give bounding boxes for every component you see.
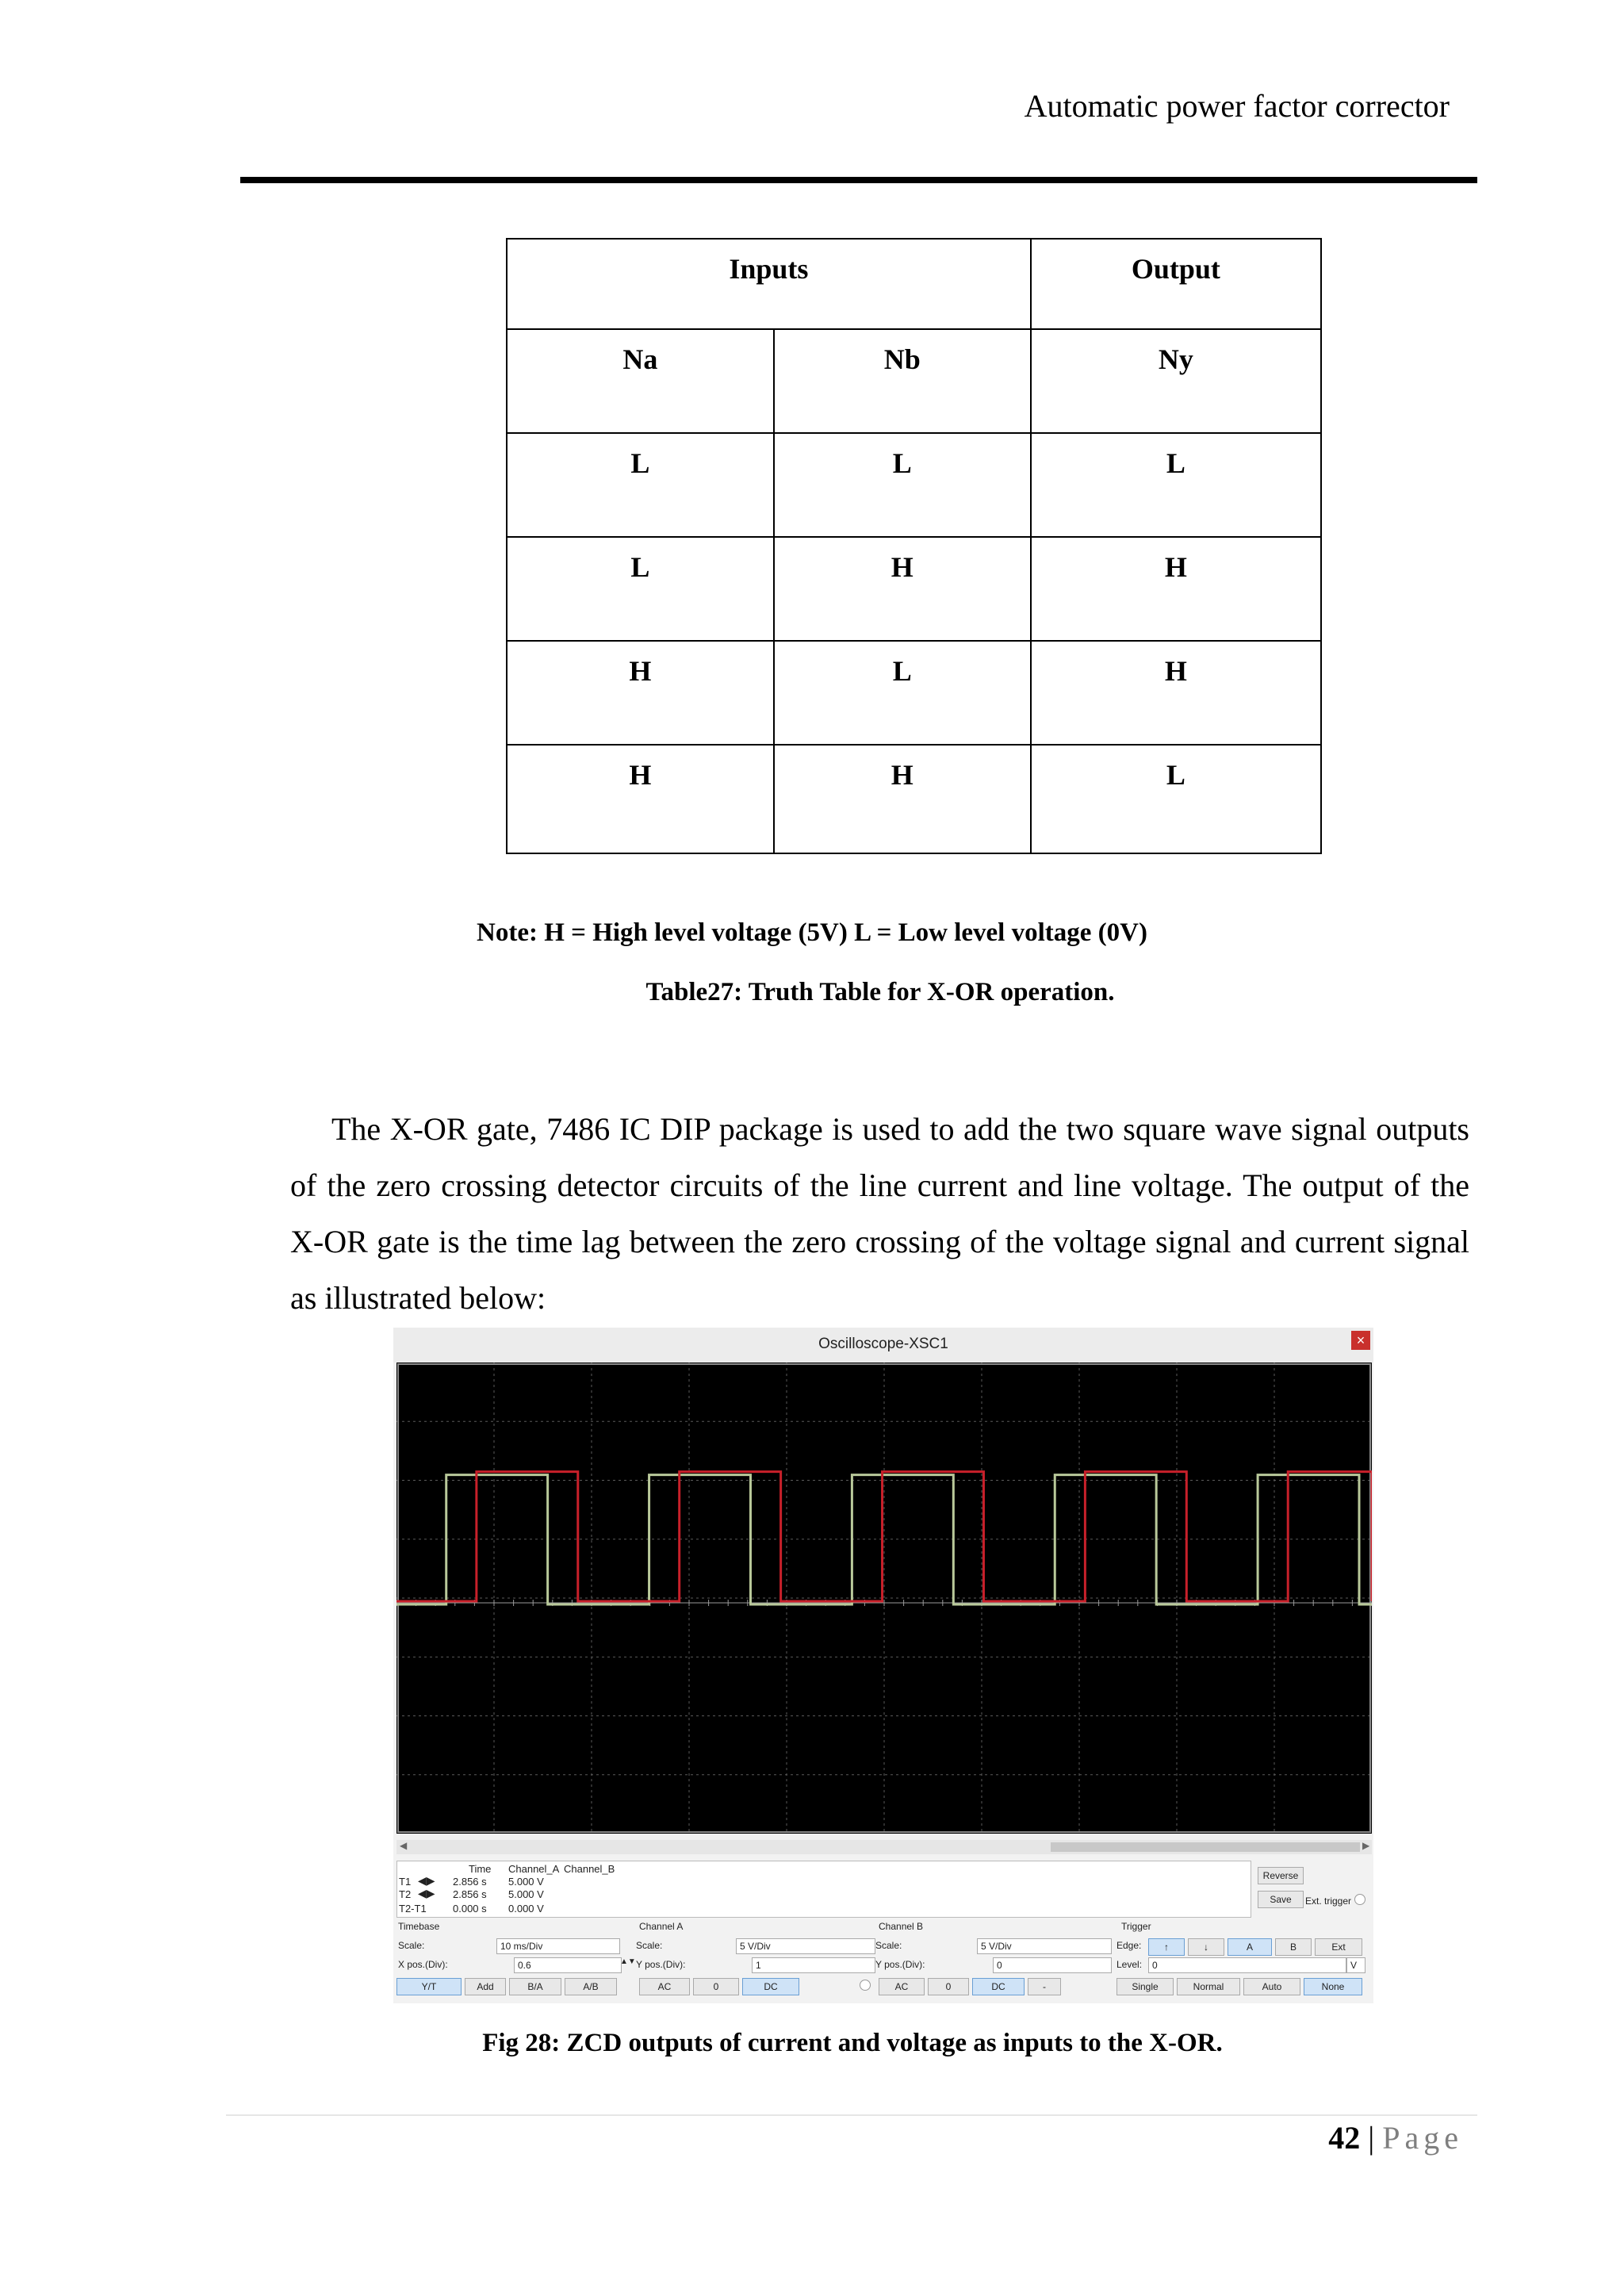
channel-a-dc-button[interactable]: DC <box>742 1978 799 1995</box>
trigger-source-ext-button[interactable]: Ext <box>1315 1938 1362 1956</box>
channel-b-ypos-field[interactable]: 0 <box>993 1957 1112 1973</box>
inputs-header: Inputs <box>507 239 1031 329</box>
cursor-label-t2: T2 <box>399 1888 412 1900</box>
channel-a-ypos-label: Y pos.(Div): <box>636 1959 686 1970</box>
table-row <box>507 641 1321 745</box>
spinner-icon[interactable]: ▲▼ <box>620 1957 636 1966</box>
trigger-source-b-button[interactable]: B <box>1275 1938 1312 1956</box>
oscilloscope-title: Oscilloscope-XSC1 <box>818 1336 948 1352</box>
trigger-none-button[interactable]: None <box>1304 1978 1362 1995</box>
trigger-edge-label: Edge: <box>1116 1940 1142 1951</box>
cursor-label-t1: T1 <box>399 1876 412 1888</box>
table-caption: Table27: Truth Table for X-OR operation. <box>645 978 1115 1006</box>
channel-a-label: Channel A <box>639 1921 684 1932</box>
cursor-t1-channel-a: 5.000 V <box>508 1876 544 1888</box>
table-cell: L <box>774 433 1031 537</box>
mode-add-button[interactable]: Add <box>465 1978 506 1995</box>
table-note: Note: H = High level voltage (5V) L = Low level voltage (0V) <box>477 918 1147 947</box>
table-cell: L <box>507 537 774 641</box>
oscilloscope-screen <box>396 1363 1372 1834</box>
readout-header-channel-b: Channel_B <box>564 1863 615 1875</box>
output-header: Output <box>1031 239 1321 329</box>
cursor-readout <box>396 1861 1251 1918</box>
trigger-normal-button[interactable]: Normal <box>1177 1978 1240 1995</box>
cursor-arrows-icon[interactable]: ◀▶ <box>418 1874 435 1887</box>
scroll-right-icon[interactable]: ▶ <box>1362 1840 1370 1851</box>
trigger-level-unit[interactable]: V <box>1346 1957 1365 1973</box>
timebase-scale-label: Scale: <box>398 1940 425 1951</box>
table-cell: H <box>774 745 1031 853</box>
channel-b-ac-button[interactable]: AC <box>879 1978 925 1995</box>
readout-header-time: Time <box>469 1863 492 1875</box>
paragraph-text: The X-OR gate, 7486 IC DIP package is used to add the two square wave signal outputs of the zero crossing detector circuits of the line current and line voltage. The output of the X-OR gate is the time lag between the zero crossing of the voltage signal and current signal as illustrated below: <box>290 1111 1469 1316</box>
table-cell: H <box>507 641 774 745</box>
cursor-delta-channel-a: 0.000 V <box>508 1903 544 1915</box>
table-cell: L <box>1031 745 1321 853</box>
cursor-label-t2-t1: T2-T1 <box>399 1903 427 1915</box>
figure-caption: Fig 28: ZCD outputs of current and voltage as inputs to the X-OR. <box>482 2029 1223 2057</box>
reverse-button[interactable]: Reverse <box>1258 1867 1304 1884</box>
table-cell: H <box>507 745 774 853</box>
table-cell: H <box>1031 641 1321 745</box>
cursor-t2-time: 2.856 s <box>453 1888 487 1900</box>
table-row <box>507 537 1321 641</box>
col-header-ny: Ny <box>1031 329 1321 433</box>
table-cell: H <box>774 537 1031 641</box>
footer-rule <box>226 2114 1477 2116</box>
cursor-arrows-icon[interactable]: ◀▶ <box>418 1887 435 1899</box>
scroll-thumb[interactable] <box>1051 1842 1360 1852</box>
cursor-t2-channel-a: 5.000 V <box>508 1888 544 1900</box>
page-separator: | <box>1360 2120 1383 2156</box>
col-header-na: Na <box>507 329 774 433</box>
channel-a-zero-button[interactable]: 0 <box>693 1978 739 1995</box>
table-row <box>507 745 1321 853</box>
table-row <box>507 433 1321 537</box>
channel-a-ac-button[interactable]: AC <box>639 1978 690 1995</box>
trigger-auto-button[interactable]: Auto <box>1243 1978 1300 1995</box>
trigger-label: Trigger <box>1121 1921 1151 1932</box>
channel-b-scale-field[interactable]: 5 V/Div <box>977 1938 1112 1954</box>
header-rule <box>240 177 1477 183</box>
running-header: Automatic power factor corrector <box>1024 88 1450 124</box>
trigger-single-button[interactable]: Single <box>1116 1978 1174 1995</box>
cursor-t1-time: 2.856 s <box>453 1876 487 1888</box>
channel-b-dc-button[interactable]: DC <box>972 1978 1025 1995</box>
channel-b-minus-button[interactable]: - <box>1028 1978 1061 1995</box>
channel-a-ypos-field[interactable]: 1 <box>752 1957 875 1973</box>
timebase-scale-field[interactable]: 10 ms/Div <box>496 1938 620 1954</box>
truth-table <box>506 238 1322 854</box>
table-cell: L <box>1031 433 1321 537</box>
body-paragraph <box>290 1101 1469 1326</box>
table-cell: L <box>507 433 774 537</box>
rising-edge-icon[interactable]: ↑ <box>1148 1938 1185 1956</box>
table-cell: H <box>1031 537 1321 641</box>
page-footer <box>1189 2119 1463 2156</box>
channel-b-terminal[interactable] <box>860 1980 871 1991</box>
trigger-source-a-button[interactable]: A <box>1228 1938 1272 1956</box>
page-word: Page <box>1382 2120 1463 2156</box>
timebase-label: Timebase <box>398 1921 440 1932</box>
timebase-xpos-label: X pos.(Div): <box>398 1959 448 1970</box>
col-header-nb: Nb <box>774 329 1031 433</box>
timebase-xpos-field[interactable]: 0.6 <box>514 1957 622 1973</box>
oscilloscope-titlebar <box>393 1328 1373 1363</box>
ext-trigger-terminal[interactable] <box>1354 1894 1365 1905</box>
channel-b-zero-button[interactable]: 0 <box>928 1978 969 1995</box>
channel-b-ypos-label: Y pos.(Div): <box>875 1959 925 1970</box>
horizontal-scrollbar[interactable] <box>396 1840 1372 1854</box>
mode-yt-button[interactable]: Y/T <box>396 1978 462 1995</box>
channel-b-scale-label: Scale: <box>875 1940 902 1951</box>
mode-ab-button[interactable]: A/B <box>565 1978 617 1995</box>
trigger-level-field[interactable]: 0 <box>1148 1957 1346 1973</box>
mode-ba-button[interactable]: B/A <box>509 1978 561 1995</box>
table-cell: L <box>774 641 1031 745</box>
channel-a-scale-label: Scale: <box>636 1940 663 1951</box>
ext-trigger-label: Ext. trigger <box>1305 1895 1352 1907</box>
oscilloscope-window <box>393 1328 1373 2003</box>
close-icon[interactable]: × <box>1351 1331 1370 1350</box>
save-button[interactable]: Save <box>1258 1891 1304 1908</box>
channel-b-label: Channel B <box>879 1921 924 1932</box>
falling-edge-icon[interactable]: ↓ <box>1188 1938 1224 1956</box>
readout-header-channel-a: Channel_A <box>508 1863 560 1875</box>
trigger-level-label: Level: <box>1116 1959 1143 1970</box>
cursor-delta-time: 0.000 s <box>453 1903 487 1915</box>
page-number: 42 <box>1328 2120 1361 2156</box>
channel-a-scale-field[interactable]: 5 V/Div <box>736 1938 875 1954</box>
scroll-left-icon[interactable]: ◀ <box>400 1840 408 1851</box>
